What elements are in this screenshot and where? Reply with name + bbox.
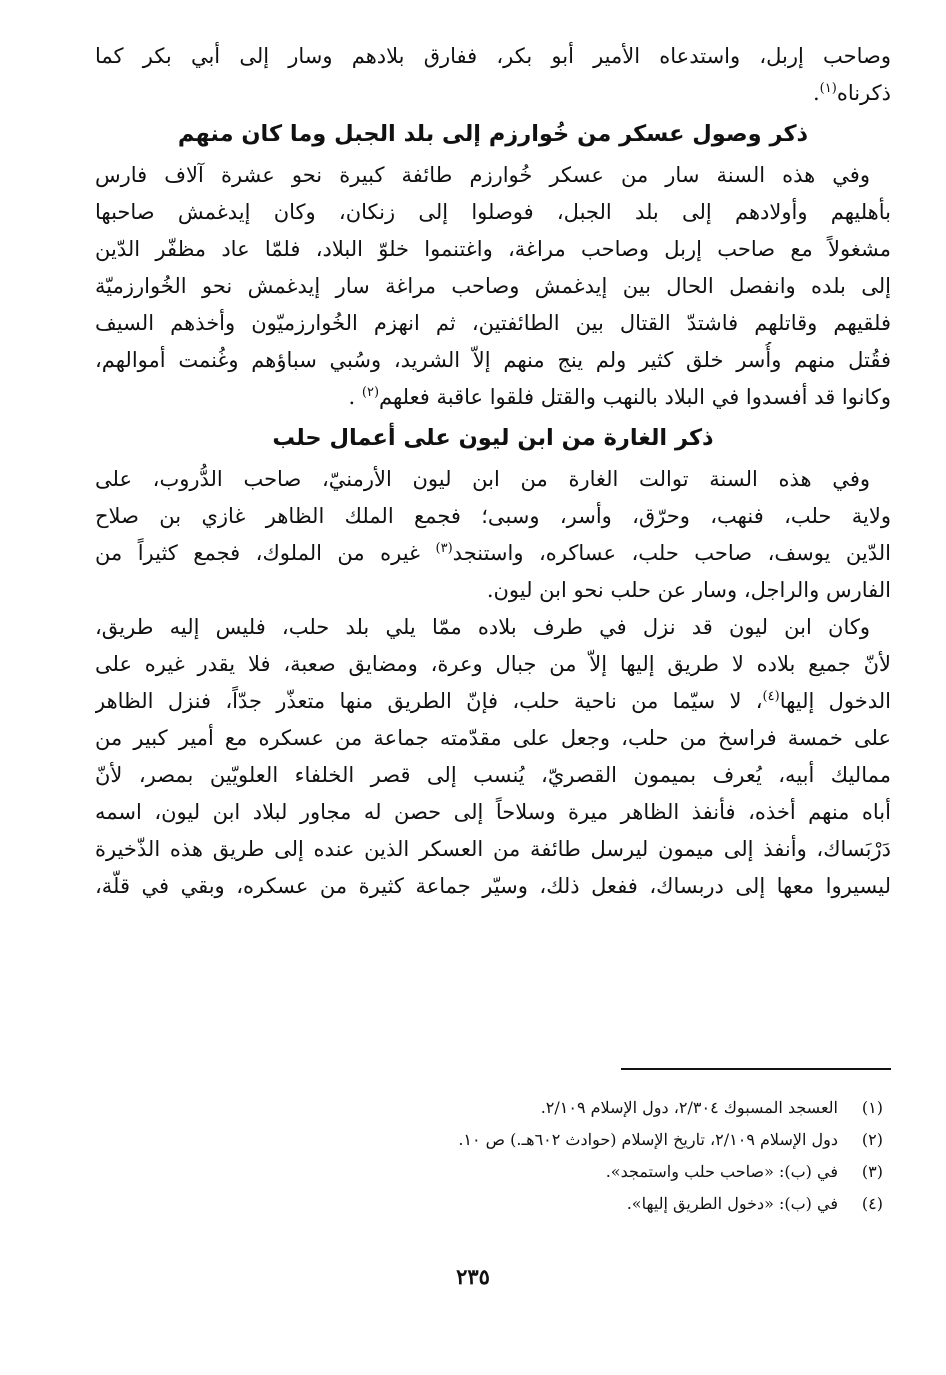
text-run: غيره من الملوك، فجمع كثيراً من bbox=[95, 541, 421, 565]
text-line: أباه منهم أخذه، فأنفذ الظاهر ميرة وسلاحاً إلى حصن له مجاور لبلاد ابن ليون، اسمه bbox=[95, 800, 891, 824]
footnote-text: في (ب): «صاحب حلب واستمجد». bbox=[605, 1162, 838, 1181]
footnote-number: (٢) bbox=[861, 1130, 883, 1149]
text-run: ذكرناه bbox=[836, 81, 891, 105]
text-line: إلى بلده وانفصل الحال بين إيدغمش وصاحب مراغة سار إيدغمش نحو الخُوارزميّة bbox=[95, 274, 891, 298]
text-run: ، لا سيّما من ناحية حلب، فإنّ الطريق منها متعذّر جدّاً، فنزل الظاهر bbox=[95, 689, 763, 713]
footnotes bbox=[95, 1092, 891, 1220]
text-line: ولاية حلب، فنهب، وحرّق، وأسر، وسبى؛ فجمع الملك الظاهر غازي بن صلاح bbox=[95, 504, 891, 528]
text-line bbox=[95, 75, 891, 112]
text-line: وكان ابن ليون قد نزل في طرف بلاده ممّا يلي بلد حلب، فليس إليه طريق، bbox=[95, 615, 870, 639]
footnote-number: (١) bbox=[861, 1098, 883, 1117]
text-line: وفي هذه السنة توالت الغارة من ابن ليون الأرمنيّ، صاحب الدُّروب، على bbox=[95, 467, 870, 491]
period: . bbox=[348, 385, 362, 409]
footnote-number: (٣) bbox=[861, 1162, 883, 1181]
text-line: ليسيروا معها إلى دربساك، ففعل ذلك، وسيّر جماعة كثيرة من عسكره، وبقي في قلّة، bbox=[95, 874, 891, 898]
footnote-ref: (١) bbox=[819, 81, 837, 96]
text-line: بأهليهم وأولادهم إلى بلد الجبل، فوصلوا إلى زنكان، وكان إيدغمش صاحبها bbox=[95, 200, 891, 224]
text-line: وفي هذه السنة سار من عسكر خُوارزم طائفة كبيرة نحو عشرة آلاف فارس bbox=[95, 163, 870, 187]
text-line: لأنّ جميع بلاده لا طريق إليها إلاّ من جبال وعرة، ومضايق صعبة، فلا يقدر غيره على bbox=[95, 652, 891, 676]
text-run: الدخول إليها bbox=[779, 689, 891, 713]
footnote bbox=[95, 1092, 891, 1124]
period: . bbox=[812, 81, 820, 105]
page-number: ٢٣٥ bbox=[456, 1264, 490, 1289]
text-line bbox=[95, 379, 891, 416]
text-line: دَرْبَساك، وأنفذ إلى ميمون ليرسل طائفة من العسكر الذين عنده إلى طريق هذه الذّخيرة bbox=[95, 837, 891, 861]
text-line: الفارس والراجل، وسار عن حلب نحو ابن ليون. bbox=[486, 578, 891, 602]
section-heading: ذكر وصول عسكر من خُوارزم إلى بلد الجبل وما كان منهم bbox=[177, 121, 809, 147]
footnote-text: دول الإسلام ٢/١٠٩، تاريخ الإسلام (حوادث ٦٠٢هـ.) ص ١٠. bbox=[458, 1130, 838, 1149]
text-run: الدّين يوسف، صاحب حلب، عساكره، واستنجد bbox=[452, 541, 891, 565]
footnote-ref: (٢) bbox=[361, 385, 380, 400]
text-line: على خمسة فراسخ من حلب، وجعل على مقدّمته جماعة من عسكره مع أمير كبير من bbox=[95, 726, 891, 750]
footnote-text: في (ب): «دخول الطريق إليها». bbox=[626, 1194, 838, 1213]
section-heading: ذكر الغارة من ابن ليون على أعمال حلب bbox=[272, 425, 714, 451]
text-run: وكانوا قد أفسدوا في البلاد بالنهب والقتل فلقوا عاقبة فعلهم bbox=[379, 385, 891, 409]
footnote bbox=[95, 1156, 891, 1188]
footnote-number: (٤) bbox=[861, 1194, 883, 1213]
footnote bbox=[95, 1124, 891, 1156]
text-line: مشغولاً مع صاحب إربل وصاحب مراغة، واغتنموا خلوّ البلاد، فلمّا عاد مظفّر الدّين bbox=[95, 237, 891, 261]
text-line: وصاحب إربل، واستدعاه الأمير أبو بكر، ففارق بلادهم وسار إلى أبي بكر كما bbox=[95, 44, 891, 68]
text-line: مماليك أبيه، يُعرف بميمون القصريّ، يُنسب إلى قصر الخلفاء العلويّين بمصر، لأنّ bbox=[95, 763, 891, 787]
text-line: فلقيهم وقاتلهم فاشتدّ القتال بين الطائفتين، ثم انهزم الخُوارزميّون وأخذهم السيف bbox=[95, 311, 891, 335]
text-line: فقُتل منهم وأُسر خلق كثير ولم ينج منهم إلاّ الشريد، وسُبي سباؤهم وغُنمت أموالهم، bbox=[95, 348, 891, 372]
footnote bbox=[95, 1188, 891, 1220]
footnote-ref: (٣) bbox=[435, 541, 453, 556]
text-line bbox=[95, 535, 891, 572]
text-line bbox=[95, 683, 891, 720]
footnote-separator bbox=[621, 1068, 891, 1070]
footnote-text: العسجد المسبوك ٢/٣٠٤، دول الإسلام ٢/١٠٩. bbox=[540, 1098, 838, 1117]
footnote-ref: (٤) bbox=[762, 689, 780, 704]
